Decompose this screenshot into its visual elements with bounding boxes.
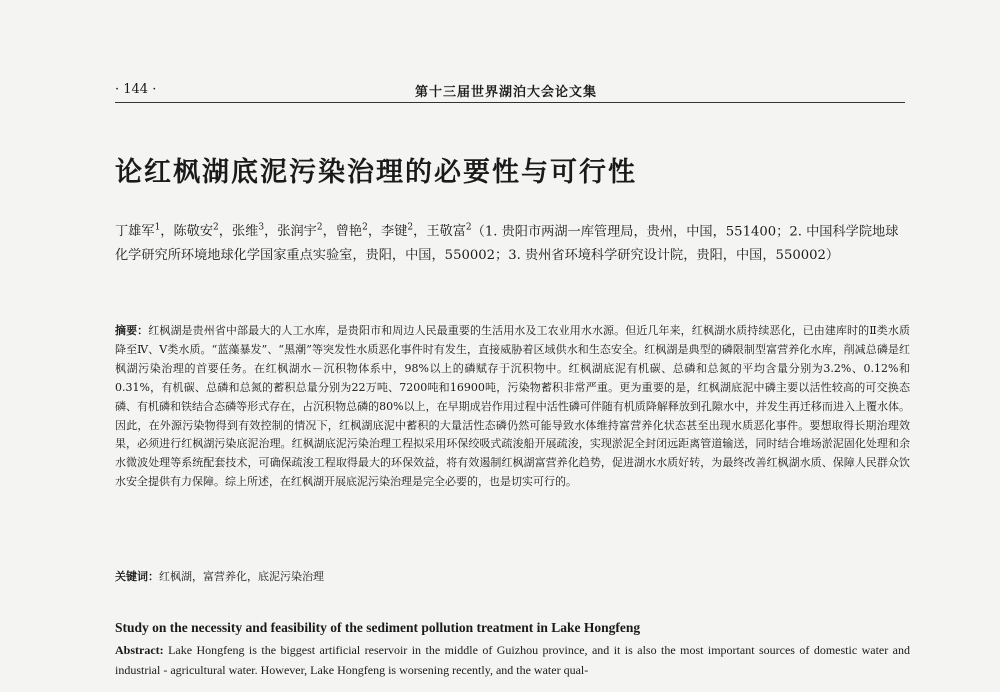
english-title: Study on the necessity and feasibility of the sediment pollution treatment in Lake Hongfeng (115, 620, 641, 635)
english-abstract (115, 640, 910, 692)
author-name: 丁雄军 (115, 224, 155, 240)
author-name: 张润宇 (277, 224, 317, 240)
author-name: 曾艳 (335, 224, 363, 240)
abstract-text: 红枫湖是贵州省中部最大的人工水库，是贵阳市和周边人民最重要的生活用水及工农业用水水源。但近几年来，红枫湖水质持续恶化，已由建库时的Ⅱ类水质降至Ⅳ、Ⅴ类水质。“蓝藻暴发”、“黑潮”等突发性水质恶化事件时有发生，直接威胁着区域供水和生态安全。红枫湖是典型的磷限制型富营养化水库，削减总磷是红枫湖污染治理的首要任务。在红枫湖水－沉积物体系中，98%以上的磷赋存于沉积物中。红枫湖底泥有机碳、总磷和总氮的平均含量分别为3.2%、0.12%和0.31%，有机碳、总磷和总氮的蓄积总量分别为22万吨、7200吨和16900吨，污染物蓄积非常严重。更为重要的是，红枫湖底泥中磷主要以活性较高的可交换态磷、有机磷和铁结合态磷等形式存在，占沉积物总磷的80%以上，在早期成岩作用过程中活性磷可伴随有机质降解释放到孔隙水中，并发生再迁移而进入上覆水体。因此，在外源污染物得到有效控制的情况下，红枫湖底泥中蓄积的大量活性态磷仍然可能导致水体维持富营养化状态甚至出现水质恶化事件。要想取得长期治理效果，必须进行红枫湖污染底泥治理。红枫湖底泥污染治理工程拟采用环保绞吸式疏浚船开展疏浚，实现淤泥全封闭远距离管道输送，同时结合堆场淤泥固化处理和余水微波处理等系统配套技术，可确保疏浚工程取得最大的环保效益，将有效遏制红枫湖富营养化趋势，促进湖水水质好转，为最终改善红枫湖水质、保障人民群众饮水安全提供有力保障。综上所述，在红枫湖开展底泥污染治理是完全必要的，也是切实可行的。 (115, 324, 910, 489)
affiliation-marker: 2 (316, 223, 323, 233)
keywords-text: 红枫湖，富营养化，底泥污染治理 (159, 570, 324, 583)
affiliation-marker: 3 (258, 223, 265, 233)
page-number: · 144 · (115, 82, 157, 97)
affiliation-marker: 1 (154, 223, 161, 233)
paper-title: 论红枫湖底泥污染治理的必要性与可行性 (115, 157, 637, 188)
affiliation-marker: 2 (407, 223, 414, 233)
affiliation-marker: 2 (213, 223, 219, 233)
author-name: 张维 (231, 224, 259, 240)
author-list: 丁雄军$^1$，陈敬安$^2$，张维$^3$，张润宇$^2$，曾艳$^2$，李键$^2$，王敬富$^2$ (115, 223, 472, 240)
author-name: 陈敬安 (173, 224, 214, 240)
english-abstract-label: Abstract: (115, 643, 164, 657)
keywords-label: 关键词： (115, 570, 159, 583)
affiliation-marker: 2 (465, 223, 472, 233)
header-rule (115, 102, 905, 103)
abstract-label: 摘要： (115, 324, 149, 337)
keywords (115, 568, 910, 586)
page-header (115, 80, 905, 104)
author-name: 王敬富 (426, 224, 466, 240)
author-name: 李键 (381, 224, 408, 240)
affiliations: （1. 贵阳市两湖一库管理局，贵州，中国，551400；2. 中国科学院地球化学研究所环境地球化学国家重点实验室，贵阳，中国，550002；3. 贵州省环境科学研究设计院，贵阳，中国，550002） (115, 224, 899, 264)
author-block (115, 216, 910, 268)
english-abstract-text: Lake Hongfeng is the biggest artificial reservoir in the middle of Guizhou province, and it is also the most important sources of domestic water and industrial - agricultural water. However, Lake Hongfeng is worsening recently, and the water qual- (115, 643, 910, 677)
chinese-abstract (115, 322, 910, 492)
affiliation-marker: 2 (362, 223, 368, 233)
running-title: 第十三届世界湖泊大会论文集 (415, 85, 598, 100)
